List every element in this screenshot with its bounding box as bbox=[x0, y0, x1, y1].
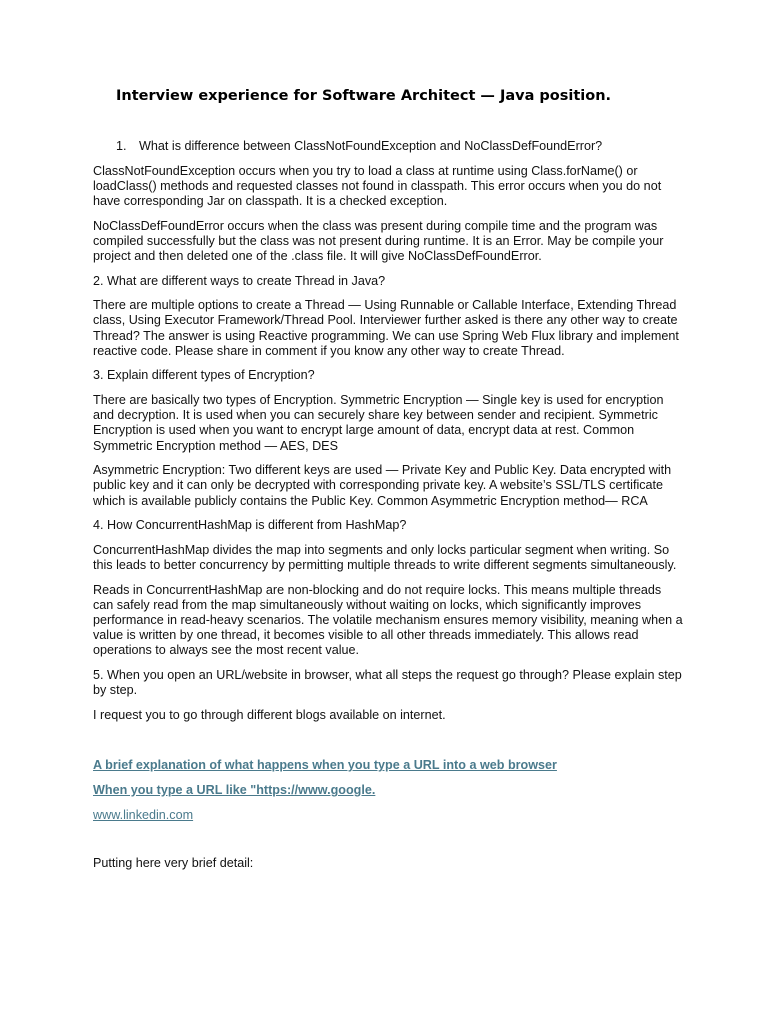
link-card-title bbox=[93, 758, 683, 773]
link-title[interactable]: A brief explanation of what happens when you type a URL into a web browser bbox=[93, 758, 557, 773]
list-item bbox=[93, 139, 683, 154]
link-subtitle[interactable]: When you type a URL like "https://www.google. bbox=[93, 782, 376, 797]
question-1: What is difference between ClassNotFoundException and NoClassDefFoundError? bbox=[139, 139, 603, 153]
answer-4-paragraph-1: ConcurrentHashMap divides the map into segments and only locks particular segment when writing. So this leads to better concurrency by permitting multiple threads to write different segments simultaneously. bbox=[93, 542, 677, 572]
question-4: 4. How ConcurrentHashMap is different from HashMap? bbox=[93, 518, 407, 533]
answer-3-paragraph-2: Asymmetric Encryption: Two different keys are used — Private Key and Public Key. Data encrypted with public key and it can only be decrypted with corresponding private key. A website’s SSL/TLS certificate which is available publicly contains the Public Key. Common Asymmetric Encryption method— RCA bbox=[93, 463, 672, 508]
answer-2: There are multiple options to create a Thread — Using Runnable or Callable Interface, Extending Thread class, Using Executor Framework/Thread Pool. Interviewer further asked is there any other way to create Thread? The answer is using Reactive programming. We can use Spring Web Flux library and implement reactive code. Please share in comment if you know any other way to create Thread. bbox=[93, 298, 679, 358]
link-card-domain bbox=[93, 808, 683, 823]
list-number: 1. bbox=[116, 139, 127, 153]
question-3: 3. Explain different types of Encryption? bbox=[93, 368, 315, 383]
answer-1-paragraph-1: ClassNotFoundException occurs when you try to load a class at runtime using Class.forName() or loadClass() methods and requested classes not found in classpath. This error occurs when you do not have corresponding Jar on classpath. It is a checked exception. bbox=[93, 163, 662, 208]
answer-3-paragraph-1: There are basically two types of Encryption. Symmetric Encryption — Single key is used for encryption and decryption. It is used when you can securely share key between sender and recipient. Symmetric Encryption is used when you want to encrypt large amount of data, encrypt data at rest. Common Symmetric Encryption method — AES, DES bbox=[93, 392, 664, 453]
document-body bbox=[93, 139, 683, 881]
document-title: Interview experience for Software Architect — Java position. bbox=[116, 88, 612, 104]
spacer bbox=[93, 732, 683, 758]
answer-5: I request you to go through different blogs available on internet. bbox=[93, 707, 446, 722]
answer-4-paragraph-2: Reads in ConcurrentHashMap are non-blocking and do not require locks. This means multiple threads can safely read from the map simultaneously without waiting on locks, which significantly improves performance in read-heavy scenarios. The volatile mechanism ensures memory visibility, meaning when a value is written by one thread, it becomes visible to all other threads immediately. This allows read operations to always see the most recent value. bbox=[93, 582, 683, 658]
link-card-subtitle bbox=[93, 783, 683, 798]
link-domain[interactable]: www.linkedin.com bbox=[93, 807, 194, 822]
question-5: 5. When you open an URL/website in browser, what all steps the request go through? Please explain step by step. bbox=[93, 667, 682, 698]
question-list bbox=[93, 139, 683, 154]
answer-1-paragraph-2: NoClassDefFoundError occurs when the class was present during compile time and the program was compiled successfully but the class was not present during runtime. It is an Error. May be compile your project and then deleted one of the .class file. It will give NoClassDefFoundError. bbox=[93, 218, 664, 263]
question-2: 2. What are different ways to create Thread in Java? bbox=[93, 273, 386, 288]
closing-text: Putting here very brief detail: bbox=[93, 856, 254, 871]
spacer bbox=[93, 832, 683, 856]
